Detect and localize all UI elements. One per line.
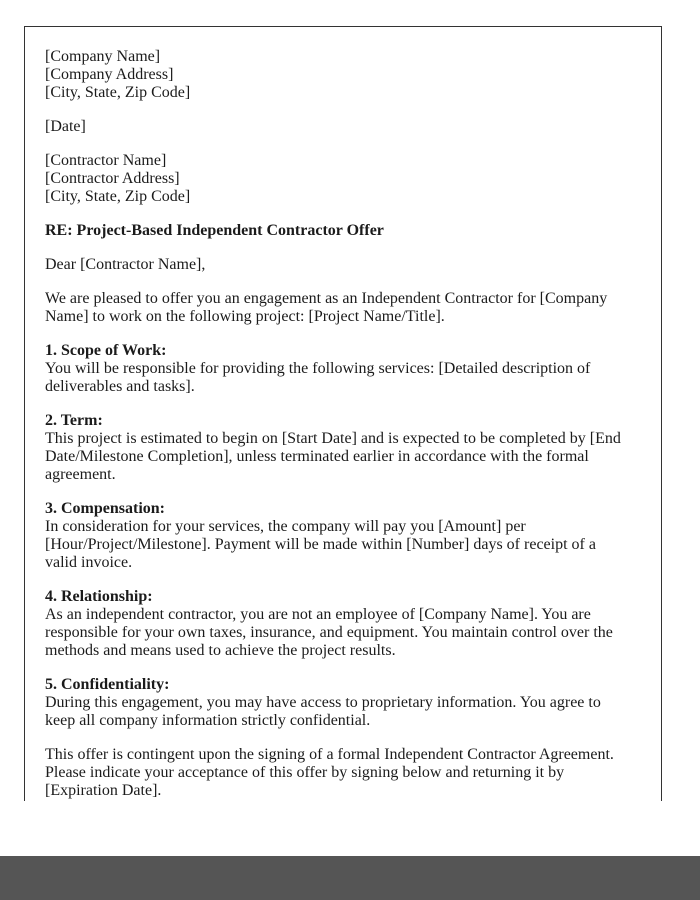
section-heading: 3. Compensation:: [45, 500, 166, 517]
sender-address-block: [45, 48, 627, 102]
contract-section-scope: [45, 342, 627, 396]
footer-band: [0, 856, 700, 900]
section-body: You will be responsible for providing the following services: [Detailed description of deliverables and tasks].: [45, 360, 591, 395]
recipient-address-block: [45, 152, 627, 206]
section-heading: 5. Confidentiality:: [45, 676, 170, 693]
recipient-contractor-name: [Contractor Name]: [45, 152, 167, 169]
contract-section-compensation: [45, 500, 627, 572]
contract-section-confidentiality: [45, 676, 627, 730]
section-body: In consideration for your services, the company will pay you [Amount] per [Hour/Project/Milestone]. Payment will be made within [Number] days of receipt of a valid invoice.: [45, 518, 596, 571]
intro-paragraph: We are pleased to offer you an engagement as an Independent Contractor for [Company Name] to work on the following project: [Project Name/Title].: [45, 290, 608, 325]
closing-paragraph: This offer is contingent upon the signing of a formal Independent Contractor Agreement. Please indicate your acceptance of this offer by signing below and returning it by [Expiration Date].: [45, 746, 614, 799]
section-body: As an independent contractor, you are not an employee of [Company Name]. You are responsible for your own taxes, insurance, and equipment. You maintain control over the methods and means used to achieve the project results.: [45, 606, 613, 659]
sender-company-address: [Company Address]: [45, 66, 174, 83]
section-body: During this engagement, you may have access to proprietary information. You agree to keep all company information strictly confidential.: [45, 694, 601, 729]
date-line: [Date]: [45, 118, 86, 135]
sender-city-state-zip: [City, State, Zip Code]: [45, 84, 191, 101]
section-heading: 2. Term:: [45, 412, 103, 429]
section-body: This project is estimated to begin on [Start Date] and is expected to be completed by [End Date/Milestone Completion], unless terminated earlier in accordance with the formal agreement.: [45, 430, 621, 483]
recipient-city-state-zip: [City, State, Zip Code]: [45, 188, 191, 205]
contract-section-term: [45, 412, 627, 484]
subject-line: RE: Project-Based Independent Contractor Offer: [45, 222, 384, 239]
section-heading: 4. Relationship:: [45, 588, 153, 605]
sender-company-name: [Company Name]: [45, 48, 161, 65]
section-heading: 1. Scope of Work:: [45, 342, 167, 359]
contract-section-relationship: [45, 588, 627, 660]
letter-page: [24, 26, 662, 801]
salutation: Dear [Contractor Name],: [45, 256, 206, 273]
recipient-contractor-address: [Contractor Address]: [45, 170, 180, 187]
